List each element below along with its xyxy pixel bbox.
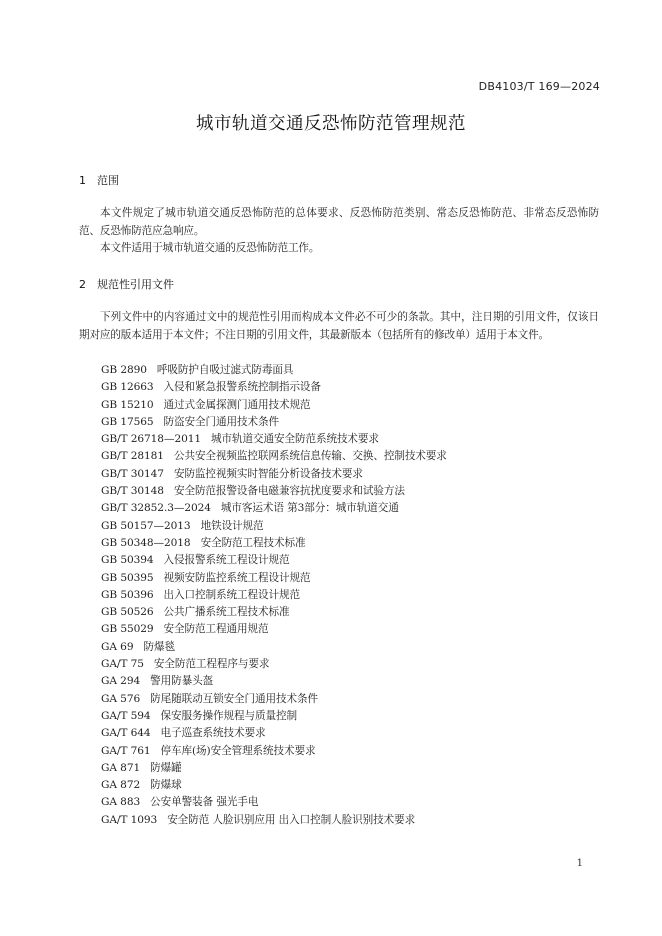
- reference-code: GB 50526: [101, 606, 154, 619]
- reference-item: [101, 362, 447, 379]
- reference-title: 安全防范工程程序与要求: [153, 658, 270, 671]
- reference-title: 安全防范工程通用规范: [163, 623, 269, 636]
- reference-item: [101, 794, 447, 811]
- reference-item: [101, 552, 447, 569]
- reference-item: [101, 708, 447, 725]
- reference-item: [101, 397, 447, 414]
- reference-item: [101, 639, 447, 656]
- section-1-paragraph-2: 本文件适用于城市轨道交通的反恐怖防范工作。: [100, 242, 320, 254]
- reference-item: [101, 448, 447, 465]
- reference-code: GA/T 75: [101, 658, 144, 671]
- reference-item: [101, 743, 447, 760]
- section-2-intro: 下列文件中的内容通过文中的规范性引用而构成本文件必不可少的条款。其中，注日期的引用文件，仅该日期对应的版本适用于本文件；不注日期的引用文件，其最新版本（包括所有的修改单）适用于本文件。: [79, 311, 599, 341]
- reference-code: GB 2890: [101, 364, 147, 376]
- reference-title: 防尾随联动互锁安全门通用技术条件: [150, 692, 319, 705]
- reference-code: GB/T 32852.3—2024: [101, 502, 211, 515]
- reference-item: [101, 466, 447, 483]
- reference-title: 入侵和紧急报警系统控制指示设备: [163, 381, 321, 394]
- reference-item: [101, 673, 447, 690]
- reference-title: 电子巡查系统技术要求: [160, 727, 266, 740]
- section-1-heading: [79, 172, 119, 188]
- reference-title: 安全防范 人脸识别应用 出入口控制人脸识别技术要求: [167, 813, 416, 826]
- reference-item: [101, 760, 447, 777]
- section-2-number: 2: [79, 278, 86, 291]
- reference-code: GB/T 30148: [101, 485, 164, 498]
- section-1-number: 1: [79, 174, 86, 187]
- reference-title: 安全防范报警设备电磁兼容抗扰度要求和试验方法: [173, 485, 405, 498]
- reference-code: GA 69: [101, 640, 134, 653]
- reference-item: [101, 777, 447, 794]
- reference-item: [101, 500, 447, 517]
- reference-code: GA 294: [101, 675, 141, 688]
- reference-code: GA 872: [101, 779, 141, 792]
- reference-title: 公共安全视频监控联网系统信息传输、交换、控制技术要求: [173, 450, 447, 463]
- reference-item: [101, 570, 447, 587]
- reference-title: 防爆毯: [143, 640, 175, 653]
- reference-code: GB 17565: [101, 415, 154, 428]
- reference-code: GA/T 1093: [101, 813, 158, 826]
- reference-code: GB 50395: [101, 571, 154, 584]
- reference-title: 入侵报警系统工程设计规范: [163, 554, 290, 567]
- reference-title: 警用防暴头盔: [150, 675, 214, 688]
- reference-item: [101, 518, 447, 535]
- reference-code: GA/T 644: [101, 727, 151, 740]
- reference-item: [101, 483, 447, 500]
- reference-title: 通过式金属探测门通用技术规范: [163, 398, 311, 411]
- reference-code: GB 15210: [101, 398, 154, 411]
- reference-code: GA/T 761: [101, 744, 151, 757]
- reference-title: 安防监控视频实时智能分析设备技术要求: [173, 467, 363, 480]
- section-2-title: 规范性引用文件: [97, 278, 174, 291]
- reference-code: GA 871: [101, 761, 141, 774]
- document-title: 城市轨道交通反恐怖防范管理规范: [196, 114, 466, 134]
- reference-code: GB/T 28181: [101, 450, 164, 463]
- reference-item: [101, 431, 447, 448]
- section-2-heading: [79, 276, 174, 292]
- reference-item: [101, 604, 447, 621]
- reference-code: GB 50348—2018: [101, 536, 191, 549]
- reference-title: 公安单警装备 强光手电: [150, 796, 259, 809]
- reference-code: GA/T 594: [101, 709, 151, 722]
- reference-title: 防爆球: [150, 779, 182, 792]
- reference-code: GB/T 26718—2011: [101, 433, 202, 446]
- section-1-title: 范围: [97, 174, 119, 187]
- section-1-paragraph-1: 本文件规定了城市轨道交通反恐怖防范的总体要求、反恐怖防范类别、常态反恐怖防范、非常态反恐怖防范、反恐怖防范应急响应。: [79, 207, 599, 237]
- reference-title: 保安服务操作规程与质量控制: [160, 709, 297, 722]
- reference-title: 安全防范工程技术标准: [200, 536, 306, 549]
- reference-title: 呼吸防护自吸过滤式防毒面具: [156, 364, 294, 376]
- reference-item: [101, 725, 447, 742]
- reference-item: [101, 656, 447, 673]
- reference-code: GB 50157—2013: [101, 519, 191, 532]
- reference-item: [101, 587, 447, 604]
- reference-title: 停车库(场)安全管理系统技术要求: [160, 744, 316, 757]
- reference-item: [101, 691, 447, 708]
- reference-code: GB/T 30147: [101, 467, 164, 480]
- reference-item: [101, 535, 447, 552]
- reference-item: [101, 379, 447, 396]
- reference-code: GA 576: [101, 692, 141, 705]
- reference-item: [101, 812, 447, 829]
- reference-code: GB 50396: [101, 588, 154, 601]
- reference-title: 视频安防监控系统工程设计规范: [163, 571, 311, 584]
- reference-title: 地铁设计规范: [200, 519, 264, 532]
- reference-item: [101, 621, 447, 638]
- reference-code: GB 55029: [101, 623, 154, 636]
- reference-title: 城市客运术语 第3部分：城市轨道交通: [220, 502, 399, 515]
- reference-title: 出入口控制系统工程设计规范: [163, 588, 300, 601]
- reference-title: 防盗安全门通用技术条件: [163, 415, 279, 428]
- reference-code: GB 50394: [101, 554, 154, 567]
- reference-code: GA 883: [101, 796, 141, 809]
- reference-code: GB 12663: [101, 381, 154, 394]
- page-number: 1: [576, 858, 583, 869]
- document-id: DB4103/T 169—2024: [478, 80, 600, 93]
- reference-item: [101, 414, 447, 431]
- reference-list: [101, 362, 447, 829]
- reference-title: 公共广播系统工程技术标准: [163, 606, 290, 619]
- reference-title: 城市轨道交通安全防范系统技术要求: [211, 433, 379, 446]
- reference-title: 防爆罐: [150, 761, 182, 774]
